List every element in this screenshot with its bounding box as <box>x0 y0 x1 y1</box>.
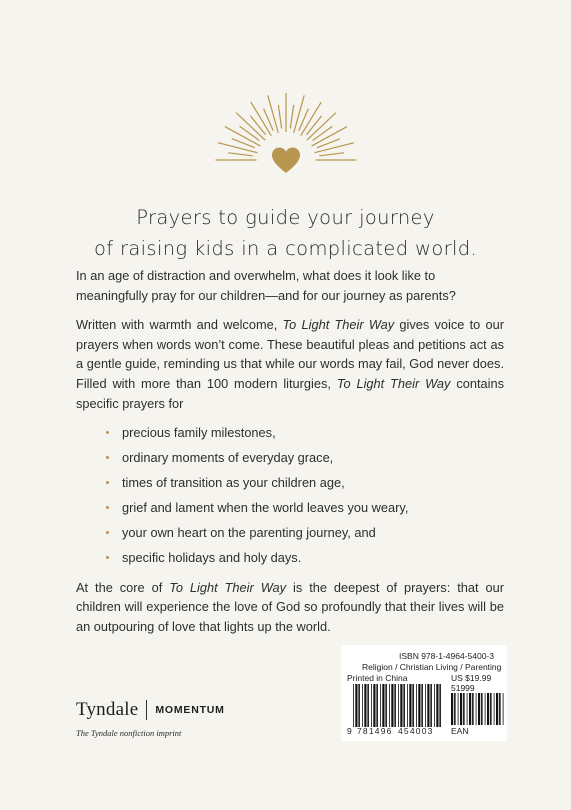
text-run: Written with warmth and welcome, <box>76 317 283 333</box>
barcode-bar <box>391 684 393 727</box>
barcode-bar <box>373 684 375 727</box>
sun-ray <box>299 109 308 130</box>
list-item: specific holidays and holy days. <box>106 548 504 568</box>
barcode-bar <box>430 684 432 727</box>
book-title: To Light Their Way <box>169 579 287 595</box>
barcode-bar <box>416 684 417 727</box>
description <box>76 266 504 646</box>
bullet-icon <box>106 456 109 459</box>
publisher-name: Tyndale <box>76 699 139 720</box>
sun-ray <box>315 143 354 153</box>
barcode-bar <box>469 693 471 725</box>
sun-ray <box>317 139 339 148</box>
sun-ray <box>307 116 322 134</box>
sun-ray <box>320 153 344 156</box>
list-item: times of transition as your children age, <box>106 473 504 493</box>
sun-ray <box>232 139 254 148</box>
imprint-tagline: The Tyndale nonfiction imprint <box>76 728 182 738</box>
barcode-bar <box>494 693 495 725</box>
bullet-icon <box>106 556 109 559</box>
barcode-bar <box>434 684 435 727</box>
sun-ray <box>229 153 253 156</box>
book-title: To Light Their Way <box>282 317 395 333</box>
barcode-bar <box>436 684 438 727</box>
barcode-bar <box>376 684 378 727</box>
barcode-bar <box>439 684 441 727</box>
barcode-bar <box>490 693 492 725</box>
barcode-bar <box>481 693 483 725</box>
barcode-bar <box>371 684 372 727</box>
list-item: grief and lament when the world leaves you weary, <box>106 498 504 518</box>
imprint-name: MOMENTUM <box>155 704 225 716</box>
barcode-bar <box>478 693 480 725</box>
barcode-bar <box>403 684 405 727</box>
barcode-bar <box>487 693 489 725</box>
barcode-bar <box>472 693 474 725</box>
barcode-bar <box>364 684 366 727</box>
intro-paragraph: In an age of distraction and overwhelm, what does it look like to meaningfully pray for our children—and for our journey as parents? <box>76 268 456 303</box>
sun-ray <box>251 116 266 134</box>
price-text: US $19.99 <box>451 673 492 683</box>
barcode-bar <box>362 684 363 727</box>
sun-ray <box>278 105 281 128</box>
barcode-bar <box>485 693 486 725</box>
barcode-bar <box>458 693 459 725</box>
barcode-bar <box>398 684 399 727</box>
barcode-bar <box>476 693 477 725</box>
text-run: At the core of <box>76 579 170 595</box>
sun-ray <box>240 127 259 141</box>
bullet-icon <box>106 431 109 434</box>
barcode-bar <box>385 684 387 727</box>
barcode-bar <box>451 693 453 725</box>
category-text: Religion / Christian Living / Parenting <box>362 662 502 672</box>
sun-ray <box>264 109 273 130</box>
prayer-topics-list <box>76 423 504 568</box>
barcode-bar <box>463 693 465 725</box>
list-item: your own heart on the parenting journey, and <box>106 523 504 543</box>
barcode-bar <box>467 693 468 725</box>
sun-ray <box>294 96 304 133</box>
text-run: gives voice to our prayers when words won’t come. These beautiful pleas and petitions act as a gentle guide, reminding us that while our words may fail, God never does. Filled with more than 100 modern liturgies, <box>76 317 504 391</box>
logo-divider <box>146 700 147 720</box>
barcode-bar <box>409 684 411 727</box>
barcode-bar <box>496 693 498 725</box>
list-item: precious family milestones, <box>106 423 504 443</box>
barcode-bar <box>394 684 396 727</box>
heart-with-rays-icon <box>210 88 362 183</box>
bullet-icon <box>106 506 109 509</box>
barcode-bar <box>382 684 384 727</box>
text-run: is the deepest of prayers: that our children will experience the love of God so profoundly that their lives will be an outpouring of love that lights up the world. <box>76 579 504 634</box>
barcode-bar <box>421 684 423 727</box>
heart-icon <box>272 148 300 174</box>
tagline-line-2: of raising kids in a complicated world. <box>93 237 478 260</box>
barcode-bar <box>412 684 414 727</box>
barcode-bar <box>427 684 429 727</box>
barcode-panel <box>341 645 507 741</box>
barcode-bar <box>355 684 357 727</box>
barcode-bar <box>389 684 390 727</box>
sun-ray <box>218 143 257 153</box>
barcode-bar <box>353 684 354 727</box>
printed-in-text: Printed in China <box>347 673 408 683</box>
barcode-bar <box>418 684 420 727</box>
bullet-icon <box>106 481 109 484</box>
barcode-bar <box>400 684 402 727</box>
barcode-bar <box>380 684 381 727</box>
barcode-bar <box>367 684 369 727</box>
sun-ray <box>290 105 293 128</box>
ean-label: EAN <box>451 726 469 736</box>
barcode-bar <box>358 684 360 727</box>
publisher-logo <box>76 697 225 723</box>
barcode-bar <box>503 693 504 725</box>
body-paragraph <box>76 315 504 413</box>
isbn-text: ISBN 978-1-4964-5400-3 <box>399 651 494 661</box>
list-item: ordinary moments of everyday grace, <box>106 448 504 468</box>
tagline-line-1: Prayers to guide your journey <box>136 206 435 229</box>
barcode-bar <box>454 693 456 725</box>
tagline <box>0 202 571 264</box>
barcode-digits-right: 454003 <box>398 726 434 736</box>
addon-code-text: 51999 <box>451 683 475 693</box>
barcode-bar <box>425 684 426 727</box>
sun-ray <box>313 127 332 141</box>
text-run: contains specific prayers for <box>76 375 504 411</box>
barcode-bar <box>407 684 408 727</box>
closing-paragraph <box>76 578 504 637</box>
barcode-digits-left: 781496 <box>357 726 393 736</box>
sun-ray <box>268 96 278 133</box>
barcode-bar <box>460 693 462 725</box>
barcode-bar <box>499 693 501 725</box>
book-title: To Light Their Way <box>336 375 451 391</box>
barcode-digit-lead: 9 <box>347 726 352 736</box>
bullet-icon <box>106 531 109 534</box>
